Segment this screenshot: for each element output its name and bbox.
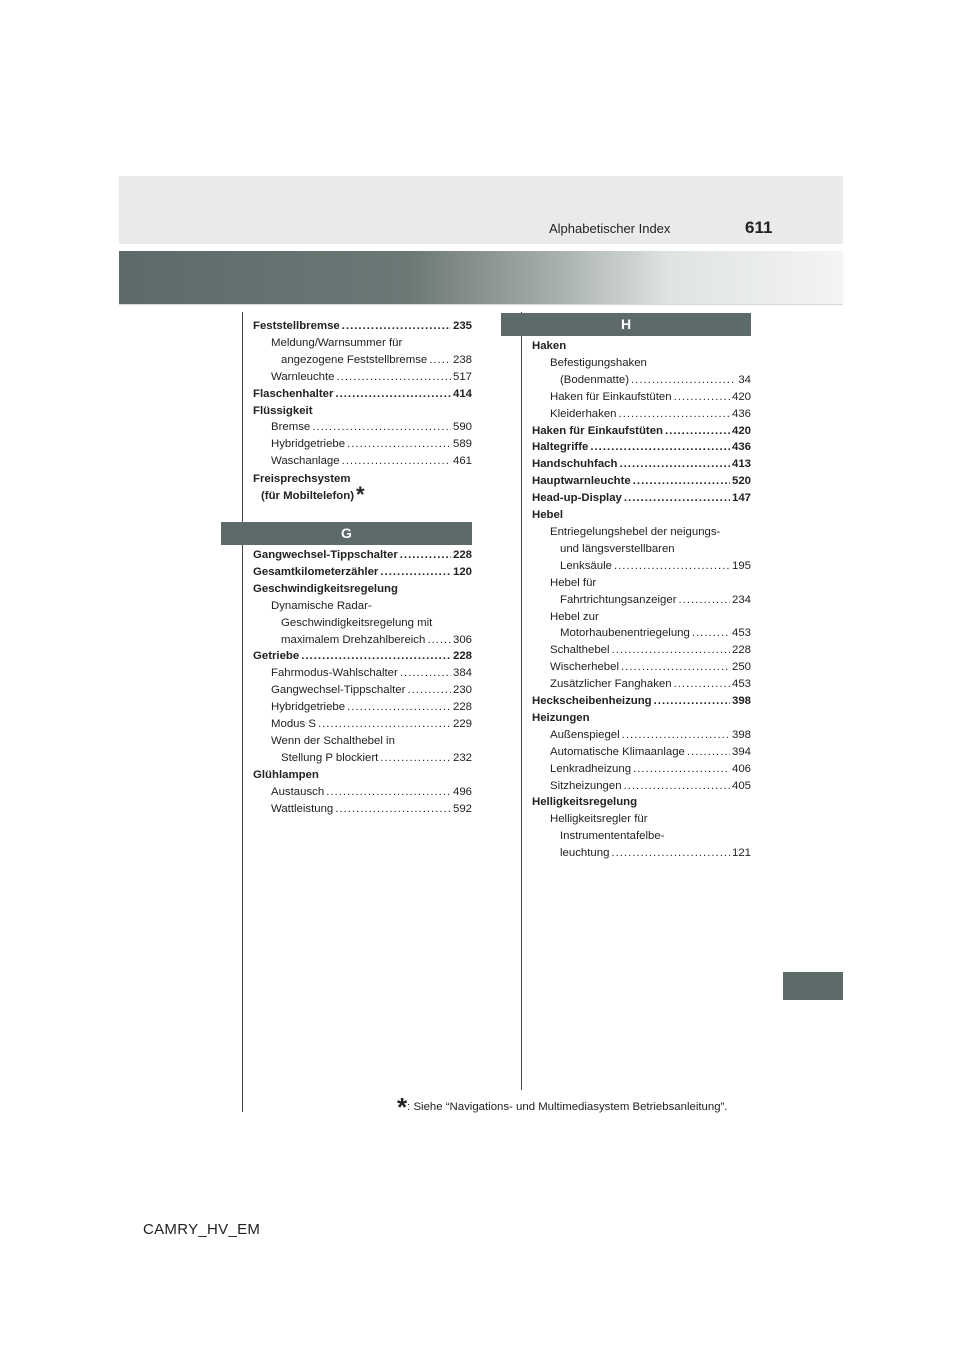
- footnote-star: *: [397, 1092, 408, 1122]
- dot-leader: [619, 406, 730, 423]
- index-entry-text: Gesamtkilometerzähler: [253, 565, 379, 578]
- index-entry-page: 414: [452, 387, 472, 400]
- index-entry-main: [253, 318, 472, 335]
- index-entry-page: 228: [452, 650, 472, 663]
- index-entry-main: [253, 403, 472, 420]
- index-entry-sub: [253, 598, 472, 615]
- index-entry-sub: [532, 642, 751, 659]
- index-entry-sub: [532, 541, 751, 558]
- index-entry-page: 517: [452, 370, 472, 383]
- index-entry-text: (Bodenmatte): [560, 373, 630, 386]
- page-header-title: Alphabetischer Index: [549, 221, 671, 236]
- index-entry-page: 520: [731, 475, 751, 488]
- index-entry-page: 228: [731, 644, 751, 657]
- index-entry-text: Außenspiegel: [550, 728, 620, 741]
- index-entry-page: 229: [452, 718, 472, 731]
- page-number: 611: [745, 218, 773, 237]
- index-entry-sub: [532, 744, 751, 761]
- index-entry-text: Gangwechsel-Tippschalter: [253, 549, 398, 561]
- index-entry-sub: [253, 419, 472, 436]
- index-entry-page: 34: [738, 373, 751, 386]
- index-entry-page: 453: [731, 627, 751, 640]
- index-entry-main: [532, 456, 751, 473]
- index-entry-sub: [532, 625, 751, 642]
- index-entry-page: 453: [731, 678, 751, 691]
- index-entry-main: [532, 693, 751, 710]
- index-entry-sub: [253, 615, 472, 632]
- index-entry-page: 121: [731, 847, 751, 860]
- index-entry-page: 413: [731, 458, 751, 471]
- index-entry-text: Hauptwarnleuchte: [532, 475, 631, 488]
- index-entry-sub: [253, 801, 472, 818]
- index-entry-sub: (für Mobiltelefon): [261, 489, 355, 502]
- index-entry-text: Bremse: [271, 421, 311, 434]
- thumb-index-tab: [783, 972, 843, 1000]
- index-entry-page: 436: [731, 441, 751, 454]
- index-entry-main: [532, 507, 751, 524]
- dot-leader: [347, 699, 451, 716]
- index-entry-page: 394: [731, 745, 751, 758]
- index-entry-main: [253, 386, 472, 403]
- index-entry-text: Modus S: [271, 718, 316, 731]
- index-entry-main: [253, 547, 472, 564]
- dot-leader: [624, 778, 730, 795]
- index-entry-page: 398: [731, 695, 751, 708]
- index-entry-page: 592: [452, 802, 472, 815]
- index-entry-text: Lenksäule: [560, 559, 612, 572]
- index-entry-main: [532, 473, 751, 490]
- dot-leader: [674, 389, 730, 406]
- index-entry-sub: [532, 609, 751, 626]
- index-entry-text: Meldung/Warnsummer für: [271, 336, 403, 349]
- index-entry-text: maximalem Drehzahlbereich: [281, 633, 426, 646]
- index-entry-page: 398: [731, 728, 751, 741]
- dot-leader: [611, 845, 730, 862]
- dot-leader: [318, 716, 451, 733]
- header-rule: [119, 304, 843, 305]
- index-entry-page: 228: [452, 549, 472, 561]
- index-entry-main: [532, 439, 751, 456]
- index-entry-page: 384: [452, 667, 472, 680]
- footnote-text: : Siehe “Navigations- und Multimediasystem Betriebsanleitung”.: [407, 1101, 728, 1113]
- index-entry-text: Dynamische Radar-: [271, 599, 372, 612]
- index-entry-sub: [532, 524, 751, 541]
- index-entry-text: Hybridgetriebe: [271, 438, 346, 451]
- index-entry-sub: [253, 436, 472, 453]
- index-entry-text: Wenn der Schalthebel in: [271, 734, 395, 747]
- index-entry-text: Feststellbremse: [253, 320, 340, 332]
- index-entry-sub: [532, 372, 751, 389]
- index-entry-page: 195: [731, 559, 751, 572]
- index-entry-text: Wischerhebel: [550, 661, 620, 674]
- index-entry-main: Freisprechsystem: [253, 473, 351, 485]
- dot-leader: [337, 369, 451, 386]
- dot-leader: [619, 456, 730, 473]
- index-entry-sub: [532, 761, 751, 778]
- index-entry-page: 235: [452, 320, 472, 332]
- dot-leader: [335, 801, 451, 818]
- dot-leader: [342, 453, 451, 470]
- dot-leader: [590, 439, 730, 456]
- index-entry-text: Kleiderhaken: [550, 407, 617, 420]
- index-entry-text: Stellung P blockiert: [281, 751, 379, 764]
- index-entry-main: [532, 794, 751, 811]
- dot-leader: [692, 625, 730, 642]
- dot-leader: [624, 490, 730, 507]
- dot-leader: [301, 648, 451, 665]
- index-entry-text: Flüssigkeit: [253, 404, 313, 417]
- index-entry-main: [253, 648, 472, 665]
- index-entry-text: Glühlampen: [253, 768, 319, 781]
- footnote: [397, 1086, 728, 1122]
- dot-leader: [342, 318, 451, 335]
- index-entry-sub: [253, 453, 472, 470]
- index-entry-text: Hebel zur: [550, 610, 599, 623]
- index-entry-page: 250: [731, 661, 751, 674]
- dot-leader: [380, 564, 451, 581]
- index-entry-text: Heckscheibenheizung: [532, 695, 652, 708]
- dot-leader: [427, 632, 451, 649]
- index-entry-sub: [253, 699, 472, 716]
- dot-leader: [621, 659, 730, 676]
- index-entry-page: 230: [452, 684, 472, 697]
- index-entry-page: 234: [731, 593, 751, 606]
- index-entry-page: 120: [452, 565, 472, 578]
- index-entry-text: Head-up-Display: [532, 492, 622, 505]
- index-entry-text: Sitzheizungen: [550, 779, 622, 792]
- index-entry-sub: [253, 665, 472, 682]
- index-entry-sub: [532, 575, 751, 592]
- index-entry-sub: [253, 716, 472, 733]
- index-entry-text: Haken für Einkaufstüten: [532, 424, 664, 437]
- index-entry-page: 238: [452, 353, 472, 366]
- index-entry-text: Flaschenhalter: [253, 387, 334, 400]
- index-entry-text: Zusätzlicher Fanghaken: [550, 678, 672, 691]
- index-entry-text: Helligkeitsregler für: [550, 813, 648, 826]
- dot-leader: [380, 750, 451, 767]
- dot-leader: [612, 642, 730, 659]
- index-entry-text: Waschanlage: [271, 455, 340, 468]
- dot-leader: [614, 558, 730, 575]
- document-code: CAMRY_HV_EM: [143, 1221, 261, 1238]
- index-entry-page: 420: [731, 390, 751, 403]
- index-entry-sub: [532, 811, 751, 828]
- index-entry-main: [253, 581, 472, 598]
- index-entry-text: Hebel für: [550, 576, 597, 589]
- header-gradient-band: [119, 251, 843, 304]
- index-entry-text: Gangwechsel-Tippschalter: [271, 684, 406, 697]
- dot-leader: [687, 744, 730, 761]
- index-entry-sub: [532, 558, 751, 575]
- dot-leader: [347, 436, 451, 453]
- dot-leader: [622, 727, 730, 744]
- index-entry-text: Heizungen: [532, 711, 590, 724]
- dot-leader: [326, 784, 451, 801]
- index-entry-text: Fahrmodus-Wahlschalter: [271, 667, 398, 680]
- dot-leader: [312, 419, 451, 436]
- index-entry-sub: [532, 828, 751, 845]
- index-entry-page: 147: [731, 492, 751, 505]
- index-entry-text: Warnleuchte: [271, 370, 335, 383]
- index-entry-sub: [532, 389, 751, 406]
- index-entry-text: Entriegelungshebel der neigungs-: [550, 525, 721, 538]
- freisprech-entry: [253, 471, 472, 505]
- index-entry-text: Hebel: [532, 509, 564, 522]
- header-background: [119, 176, 843, 244]
- dot-leader: [400, 665, 451, 682]
- index-entry-page: 461: [452, 455, 472, 468]
- index-entry-sub: [532, 406, 751, 423]
- index-entry-main: [532, 338, 751, 355]
- dot-leader: [633, 473, 730, 490]
- index-entry-text: Austausch: [271, 785, 325, 798]
- index-entry-text: Wattleistung: [271, 802, 334, 815]
- index-column-left-g: [253, 547, 472, 818]
- index-entry-text: Haltegriffe: [532, 441, 589, 454]
- index-entry-main: [532, 710, 751, 727]
- index-entry-text: Fahrtrichtungsanzeiger: [560, 593, 677, 606]
- dot-leader: [633, 761, 730, 778]
- dot-leader: [407, 682, 451, 699]
- index-entry-page: 228: [452, 701, 472, 714]
- dot-leader: [335, 386, 451, 403]
- index-column-right-h: [532, 338, 751, 862]
- index-entry-text: Automatische Klimaanlage: [550, 745, 685, 758]
- index-entry-page: 405: [731, 779, 751, 792]
- index-entry-main: [253, 564, 472, 581]
- index-entry-text: Lenkradheizung: [550, 762, 632, 775]
- index-entry-sub: [532, 845, 751, 862]
- index-entry-text: Haken: [532, 340, 567, 352]
- index-entry-text: Hybridgetriebe: [271, 701, 346, 714]
- dot-leader: [429, 352, 451, 369]
- index-entry-text: Getriebe: [253, 650, 300, 663]
- column-divider-line: [521, 312, 522, 1090]
- dot-leader: [400, 547, 451, 564]
- index-entry-sub: [253, 733, 472, 750]
- section-header-g: G: [221, 522, 472, 545]
- index-entry-sub: [253, 750, 472, 767]
- index-entry-page: 496: [452, 785, 472, 798]
- index-entry-sub: [532, 727, 751, 744]
- index-entry-text: angezogene Feststellbremse: [281, 353, 428, 366]
- index-entry-page: 590: [452, 421, 472, 434]
- index-entry-sub: [532, 659, 751, 676]
- dot-leader: [679, 592, 730, 609]
- index-entry-sub: [253, 369, 472, 386]
- index-entry-main: [532, 423, 751, 440]
- index-entry-text: Helligkeitsregelung: [532, 796, 638, 809]
- index-column-left-f: [253, 318, 472, 470]
- dot-leader: [631, 372, 736, 389]
- index-entry-sub: [253, 352, 472, 369]
- index-entry-sub: [253, 784, 472, 801]
- index-entry-text: Geschwindigkeitsregelung: [253, 582, 398, 595]
- index-entry-sub: [253, 335, 472, 352]
- index-entry-sub: [532, 778, 751, 795]
- index-entry-sub: [253, 682, 472, 699]
- index-entry-text: Handschuhfach: [532, 458, 618, 471]
- index-entry-text: und längsverstellbaren: [560, 542, 675, 555]
- section-header-h: H: [501, 313, 751, 336]
- left-margin-line: [242, 312, 243, 1112]
- index-entry-sub: [532, 592, 751, 609]
- index-entry-sub: [532, 355, 751, 372]
- index-entry-sub: [253, 632, 472, 649]
- dot-leader: [654, 693, 730, 710]
- index-entry-text: Schalthebel: [550, 644, 610, 657]
- dot-leader: [674, 676, 730, 693]
- index-entry-main: [532, 490, 751, 507]
- index-entry-text: Geschwindigkeitsregelung mit: [281, 616, 433, 629]
- index-entry-text: Befestigungshaken: [550, 356, 647, 369]
- index-entry-sub: [532, 676, 751, 693]
- index-entry-text: Haken für Einkaufstüten: [550, 390, 672, 403]
- index-entry-page: 589: [452, 438, 472, 451]
- index-entry-page: 436: [731, 407, 751, 420]
- index-entry-text: leuchtung: [560, 847, 610, 860]
- index-entry-page: 420: [731, 424, 751, 437]
- index-entry-main: [253, 767, 472, 784]
- index-entry-text: Motorhaubenentriegelung: [560, 627, 690, 640]
- footnote-marker: *: [356, 481, 365, 507]
- index-entry-text: Instrumententafelbe-: [560, 830, 665, 843]
- index-entry-page: 406: [731, 762, 751, 775]
- index-entry-page: 232: [452, 751, 472, 764]
- index-entry-page: 306: [452, 633, 472, 646]
- dot-leader: [665, 423, 730, 440]
